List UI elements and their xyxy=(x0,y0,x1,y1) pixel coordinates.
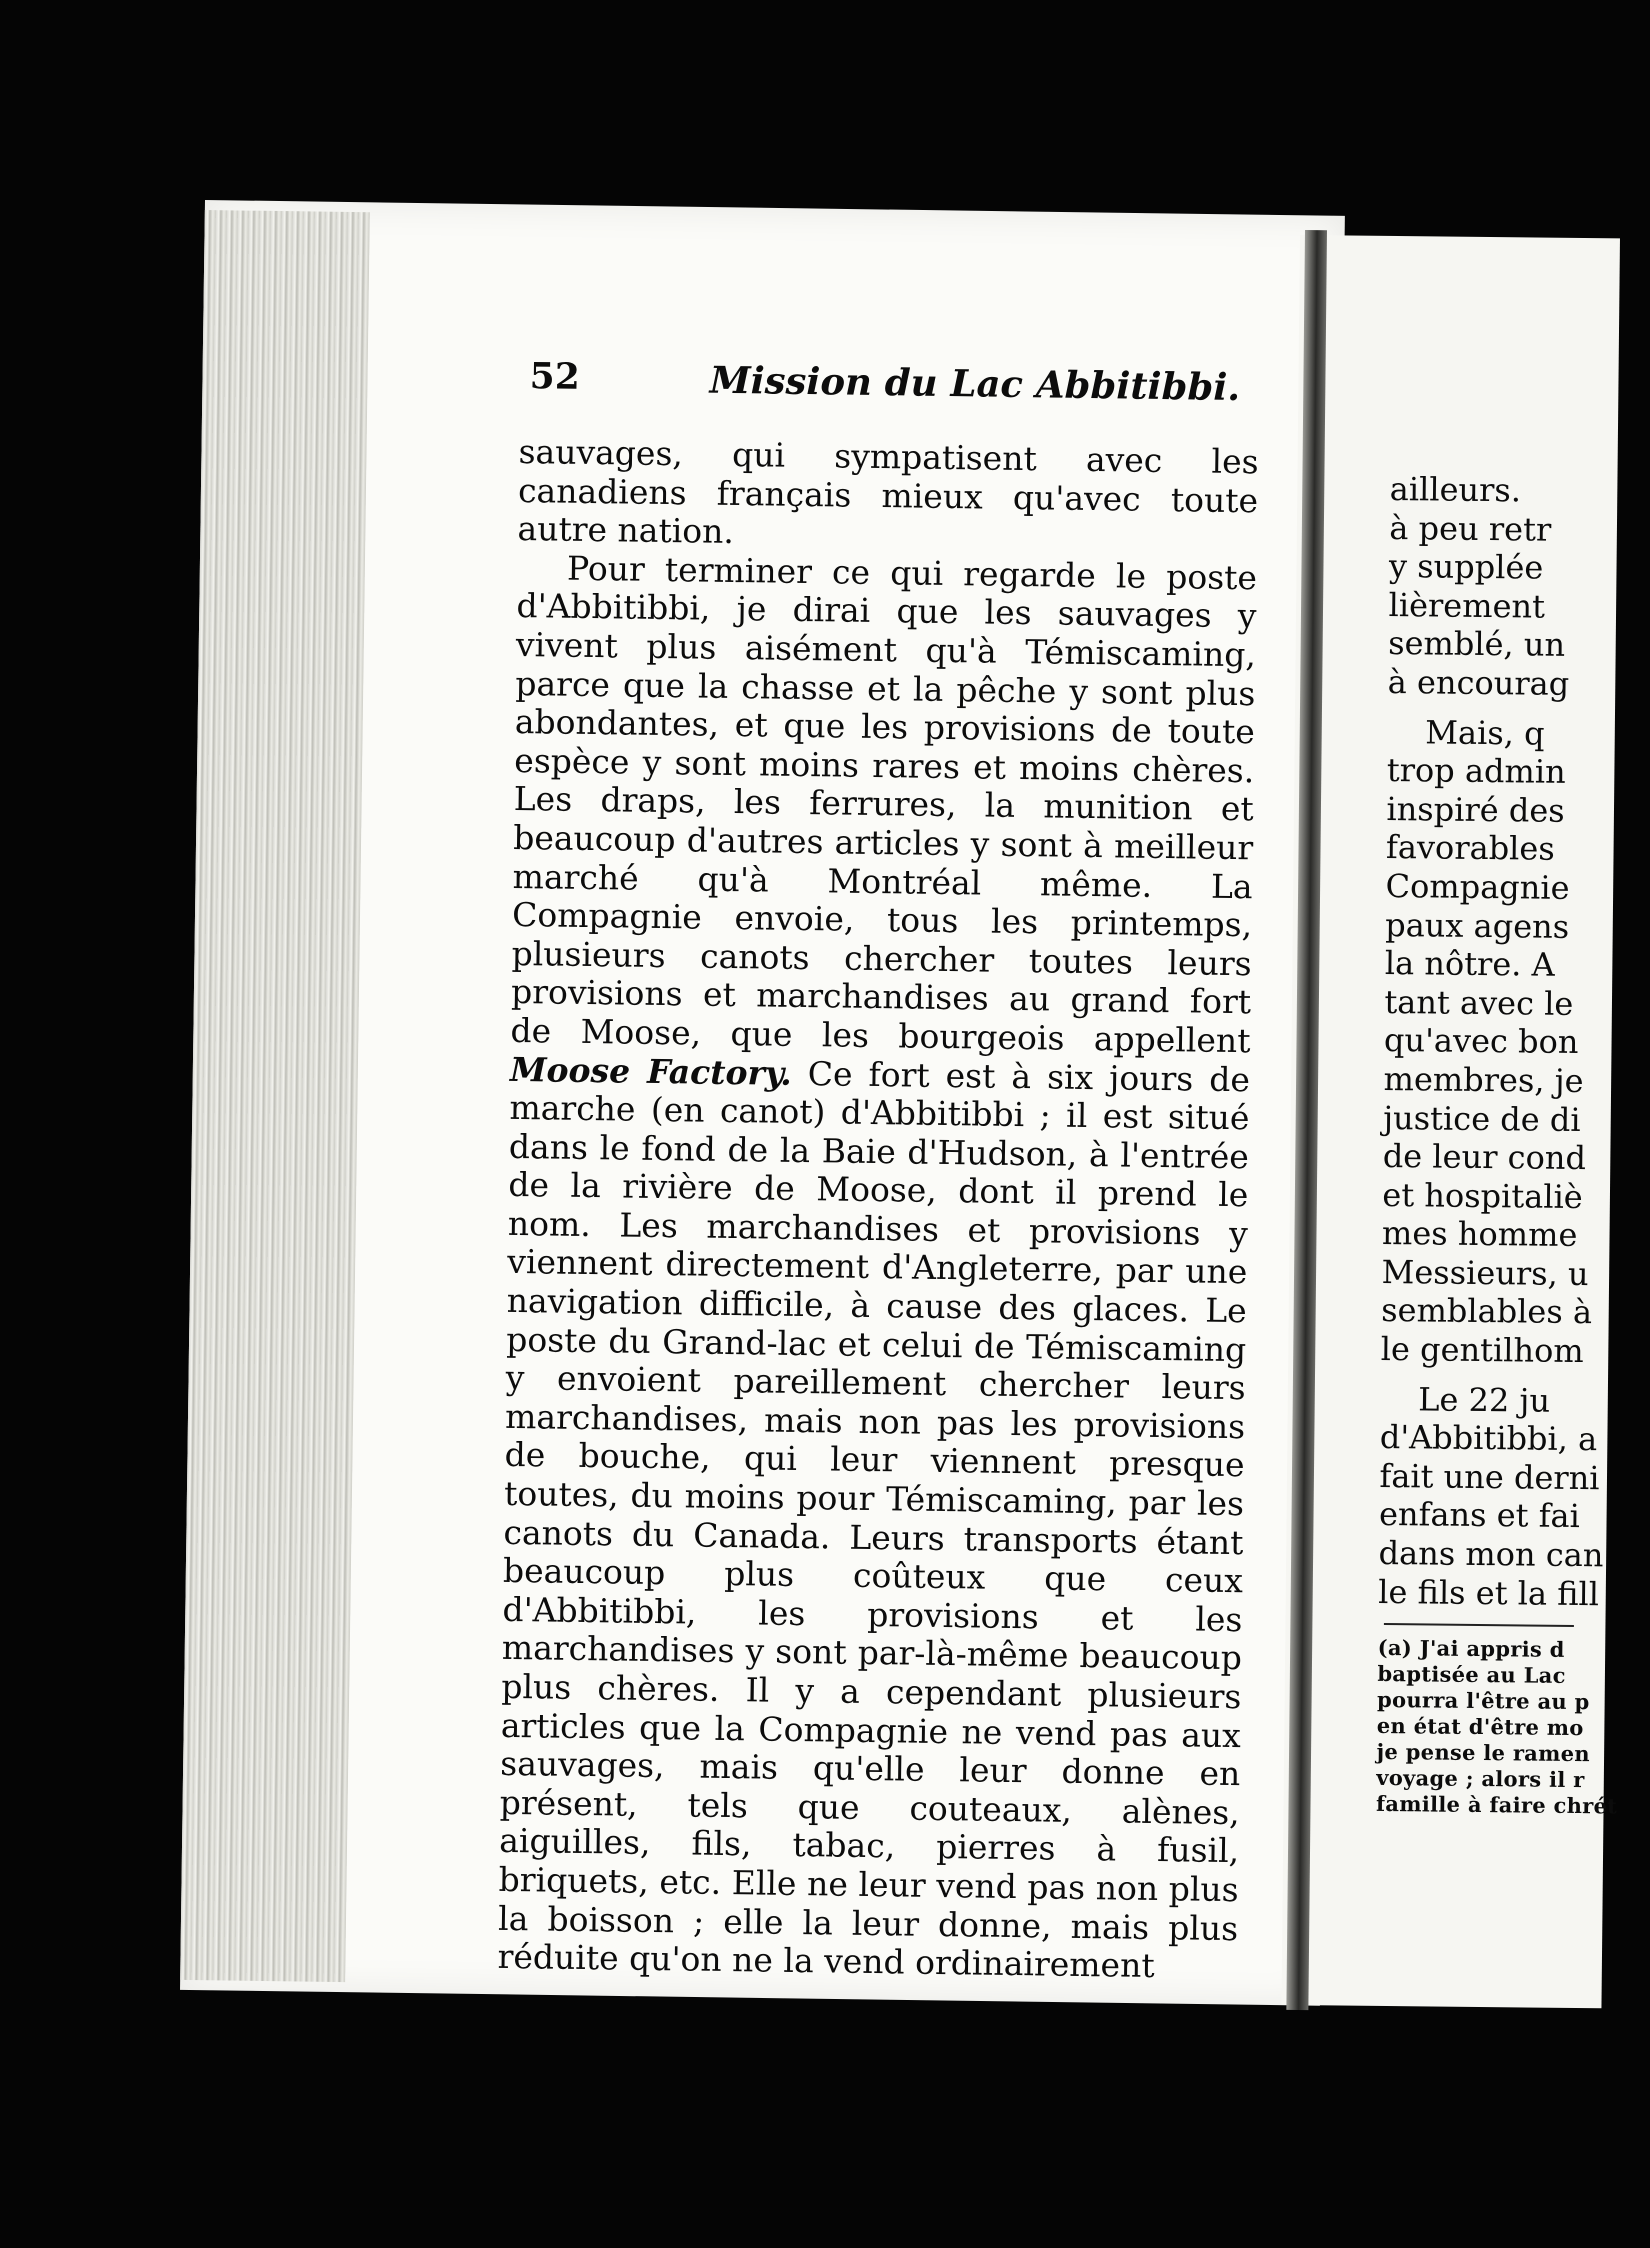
footnote-rule xyxy=(1384,1623,1574,1627)
running-head: Mission du Lac Abbitibbi. xyxy=(709,357,1241,410)
right-page-line: le fils et la fill xyxy=(1378,1572,1600,1613)
right-page-line: favorables xyxy=(1385,828,1555,869)
right-page-line: Messieurs, u xyxy=(1381,1252,1589,1293)
footnote-line: (a) J'ai appris d xyxy=(1377,1635,1565,1663)
page-edges xyxy=(180,210,370,1982)
right-page-line: dans mon can xyxy=(1378,1533,1604,1575)
left-page-text xyxy=(497,355,1260,1987)
footnote-line: famille à faire chrét xyxy=(1375,1791,1618,1819)
right-page-line: paux agens xyxy=(1385,905,1570,946)
right-page-line: trop admin xyxy=(1386,751,1566,792)
right-page-line: d'Abbitibbi, a xyxy=(1379,1418,1598,1459)
footnote-line: je pense le ramen xyxy=(1376,1739,1591,1767)
right-page-line: la nôtre. A xyxy=(1384,944,1555,984)
right-page-line: membres, je xyxy=(1383,1059,1584,1100)
footnote-line: en état d'être mo xyxy=(1376,1713,1584,1741)
footnote-line: voyage ; alors il r xyxy=(1376,1765,1585,1793)
body-text xyxy=(497,433,1258,1987)
paragraph-1: sauvages, qui sympatisent avec les canadiens français mieux qu'avec toute autre nation. xyxy=(517,431,1259,552)
right-page-line: le gentilhom xyxy=(1380,1330,1584,1371)
right-page-line: inspiré des xyxy=(1386,789,1565,830)
footnote-line: baptisée au Lac xyxy=(1377,1661,1566,1689)
right-page-line: Le 22 ju xyxy=(1418,1380,1551,1420)
right-page-line: qu'avec bon xyxy=(1383,1021,1579,1062)
paragraph-2-part-1: Pour terminer ce qui regarde le poste d'Abbitibbi, je dirai que les sauvages y vivent plus aisément qu'à Témiscaming, parce que la chasse et la pêche y sont plus abondantes, et que les provisions de toute espèce y sont moins rares et moins chères. Les draps, les ferrures, la munition et beaucoup d'autres articles y sont à meilleur marché qu'à Montréal même. La Compagnie envoie, tous les printemps, plusieurs canots chercher toutes leurs provisions et marchandises au grand fort de Moose, que les bourgeois appellent xyxy=(510,548,1258,1061)
right-page-line: tant avec le xyxy=(1384,982,1574,1023)
page-header xyxy=(519,355,1260,423)
footnote-line: pourra l'être au p xyxy=(1376,1687,1590,1715)
right-page-line: Mais, q xyxy=(1425,712,1545,753)
paragraph-2 xyxy=(497,549,1257,1987)
right-page-line: y supplée xyxy=(1388,547,1544,587)
right-page-line: ailleurs. xyxy=(1389,470,1522,510)
right-page-line: à peu retr xyxy=(1389,508,1552,549)
right-page-line: semblé, un xyxy=(1387,624,1566,665)
right-page-line: justice de di xyxy=(1383,1098,1581,1139)
right-page-line: à encourag xyxy=(1387,662,1570,703)
right-page-line: lièrement xyxy=(1388,585,1546,626)
right-page-line: Compagnie xyxy=(1385,866,1570,907)
page-number: 52 xyxy=(529,355,581,398)
paragraph-2-part-2: Ce fort est à six jours de marche (en canot) d'Abbitibbi ; il est situé dans le fond de la Baie d'Hudson, à l'entrée de la rivière de Moose, dont il prend le nom. Les marchandises et provisions y viennent directement d'Angleterre, par une navigation difficile, à cause des glaces. Le poste du Grand-lac et celui de Témiscaming y envoient pareillement chercher leurs marchandises, mais non pas les provisions de bouche, qui leur viennent presque toutes, du moins pour Témiscaming, par les canots du Canada. Leurs transports étant beaucoup plus coûteux que ceux d'Abbitibbi, les provisions et les marchandises y sont par-là-même beaucoup plus chères. Il y a cependant plusieurs articles que la Compagnie ne vend pas aux sauvages, mais qu'elle leur donne en présent, tels que couteaux, alènes, aiguilles, fils, tabac, pierres à fusil, briquets, etc. Elle ne leur vend pas non plus la boisson ; elle la leur donne, mais plus réduite qu'on ne la vend ordinairement xyxy=(497,1053,1251,1986)
right-page-line: mes homme xyxy=(1381,1214,1578,1255)
italic-term: Moose Factory. xyxy=(509,1049,793,1093)
right-page-line: enfans et fai xyxy=(1378,1495,1581,1536)
right-page-line: fait une derni xyxy=(1379,1456,1600,1498)
right-page-text xyxy=(1376,470,1650,1820)
right-page-line: semblables à xyxy=(1380,1291,1593,1332)
right-page-line: de leur cond xyxy=(1382,1137,1587,1178)
right-page-line: et hospitaliè xyxy=(1382,1175,1583,1216)
